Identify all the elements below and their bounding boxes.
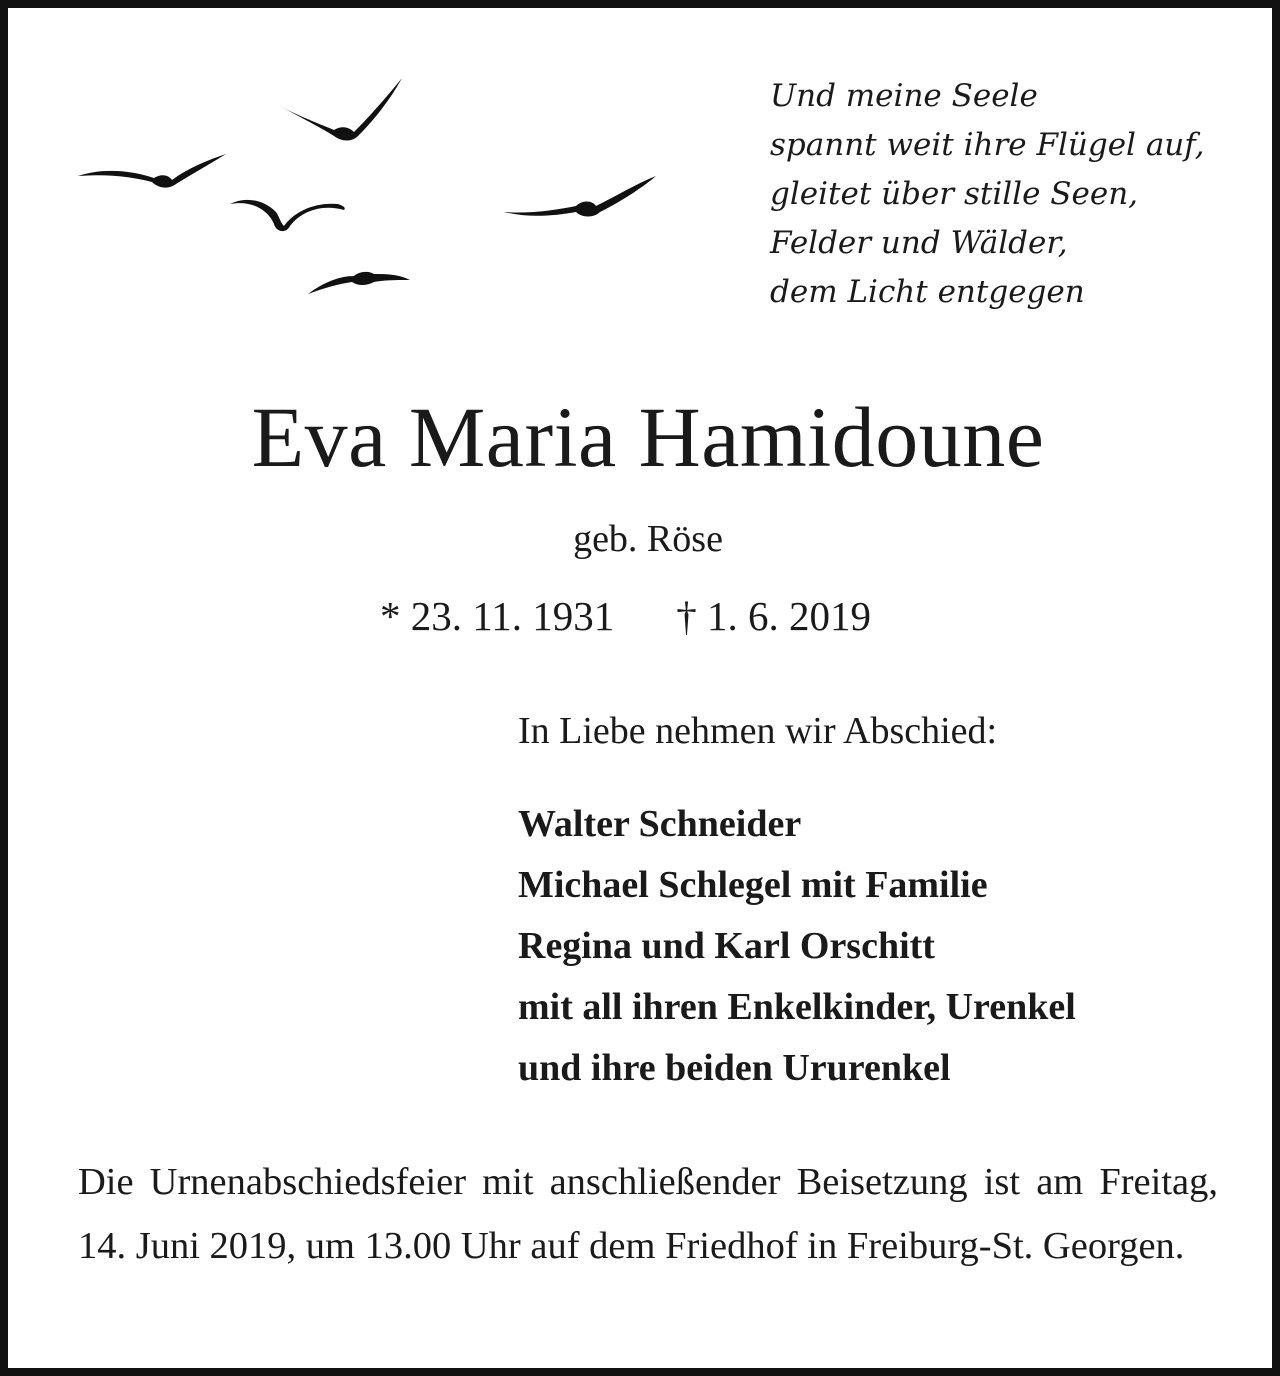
death-date: † 1. 6. 2019	[676, 593, 871, 639]
ceremony-notice: Die Urnenabschiedsfeier mit anschließender Beisetzung ist am Freitag, 14. Juni 2019, um 13.00 Uhr auf dem Friedhof in Freiburg-St. Georgen.	[78, 1161, 1218, 1267]
poem-line: spannt weit ihre Flügel auf,	[770, 127, 1205, 163]
poem-line: Felder und Wälder,	[770, 225, 1068, 261]
deceased-name: Eva Maria Hamidoune	[251, 389, 1045, 485]
mourner-line: und ihre beiden Ururenkel	[518, 1047, 951, 1089]
poem-line: Und meine Seele	[770, 78, 1038, 114]
mourner-line: Walter Schneider	[518, 803, 802, 845]
life-dates	[380, 590, 871, 642]
poem-line: gleitet über stille Seen,	[770, 176, 1139, 212]
birth-date: * 23. 11. 1931	[380, 593, 615, 639]
mourner-line: Regina und Karl Orschitt	[518, 925, 935, 967]
poem	[770, 72, 1250, 317]
farewell-line: In Liebe nehmen wir Abschied:	[518, 710, 998, 752]
mourners-list	[518, 794, 1076, 1099]
bird-icon	[504, 176, 656, 217]
bird-icon	[78, 154, 226, 188]
bird-icon	[308, 272, 410, 294]
born-name: geb. Röse	[573, 518, 723, 560]
flying-birds-icon	[68, 68, 688, 318]
mourner-line: mit all ihren Enkelkinder, Urenkel	[518, 986, 1076, 1028]
bird-icon	[230, 200, 345, 231]
bird-icon	[276, 78, 402, 141]
mourner-line: Michael Schlegel mit Familie	[518, 864, 988, 906]
poem-line: dem Licht entgegen	[770, 274, 1085, 310]
